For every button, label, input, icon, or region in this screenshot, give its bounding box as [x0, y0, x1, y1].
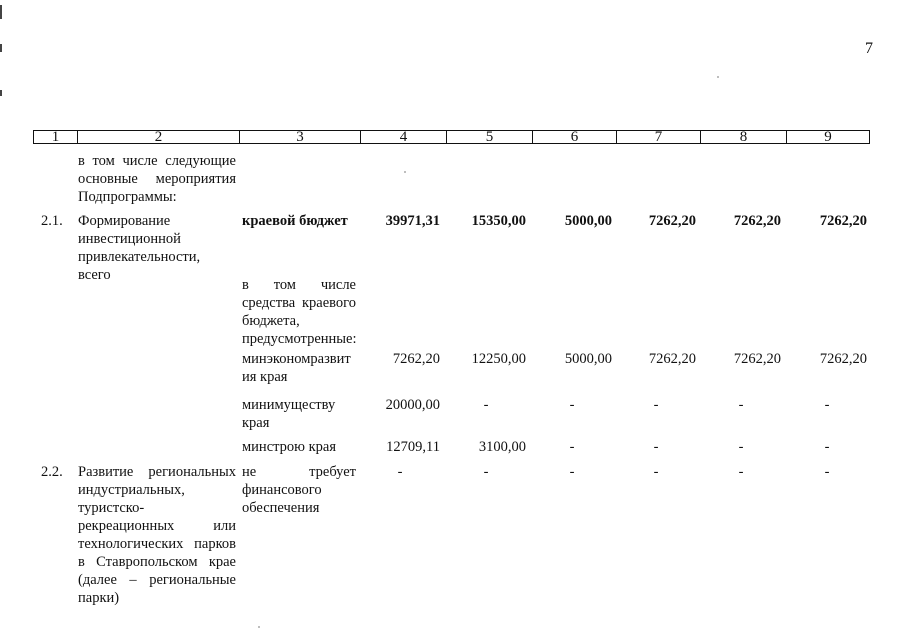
value-year: -: [653, 464, 659, 480]
scan-speck: [258, 626, 260, 628]
value-total: 39971,31: [385, 213, 440, 229]
header-cell: 1: [34, 131, 78, 143]
value-year: -: [738, 439, 744, 455]
header-cell: 2: [78, 131, 240, 143]
value-year: 7262,20: [819, 351, 867, 367]
header-cell: 6: [533, 131, 617, 143]
row-number: 2.1.: [41, 213, 63, 229]
scan-edge-mark: [0, 5, 2, 19]
value-year: -: [824, 464, 830, 480]
header-cell: 3: [240, 131, 361, 143]
header-cell: 4: [361, 131, 447, 143]
value-year: -: [569, 464, 575, 480]
funding-source: минимуществу края: [242, 397, 336, 431]
value-year: 15350,00: [471, 213, 526, 229]
value-year: 5000,00: [564, 351, 612, 367]
value-year: -: [824, 439, 830, 455]
value-year: -: [653, 397, 659, 413]
measure-name: Формирование инвестиционной привлекательности, всего: [78, 213, 201, 283]
header-cell: 5: [447, 131, 533, 143]
value-total: 20000,00: [385, 397, 440, 413]
value-year: 3100,00: [478, 439, 526, 455]
funding-source: краевой бюджет: [242, 213, 348, 229]
funding-source: минстрою края: [242, 439, 337, 455]
column-number-header: [33, 130, 870, 144]
header-cell: 7: [617, 131, 701, 143]
row-number: 2.2.: [41, 464, 63, 480]
value-year: -: [653, 439, 659, 455]
value-total: 12709,11: [386, 439, 440, 455]
value-year: 7262,20: [733, 213, 781, 229]
funding-source: не требует финансового обеспечения: [242, 464, 356, 516]
value-year: 7262,20: [819, 213, 867, 229]
page-number: 7: [865, 40, 873, 57]
value-year: -: [569, 397, 575, 413]
intro-text: в том числе следующие основные мероприятия Подпрограммы:: [78, 153, 236, 205]
value-year: 7262,20: [648, 351, 696, 367]
value-year: 7262,20: [733, 351, 781, 367]
value-total: 7262,20: [392, 351, 440, 367]
value-total: -: [397, 464, 403, 480]
value-year: -: [483, 397, 489, 413]
header-cell: 8: [701, 131, 787, 143]
value-year: 7262,20: [648, 213, 696, 229]
scan-edge-mark: [0, 90, 2, 96]
value-year: -: [738, 464, 744, 480]
value-year: -: [738, 397, 744, 413]
value-year: -: [569, 439, 575, 455]
header-cell: 9: [824, 129, 832, 145]
scan-speck: [404, 171, 406, 173]
value-year: 12250,00: [471, 351, 526, 367]
sub-header-text: в том числе средства краевого бюджета, предусмотренные:: [242, 277, 357, 347]
value-year: 5000,00: [564, 213, 612, 229]
value-year: -: [483, 464, 489, 480]
measure-name: Развитие региональных индустриальных, туристско-рекреационных или технологических парков в Ставропольском крае (далее – региональные парки): [78, 464, 236, 606]
funding-source: минэкономразвития края: [242, 351, 351, 385]
value-year: -: [824, 397, 830, 413]
scan-speck: [717, 76, 719, 78]
scan-edge-mark: [0, 44, 2, 52]
